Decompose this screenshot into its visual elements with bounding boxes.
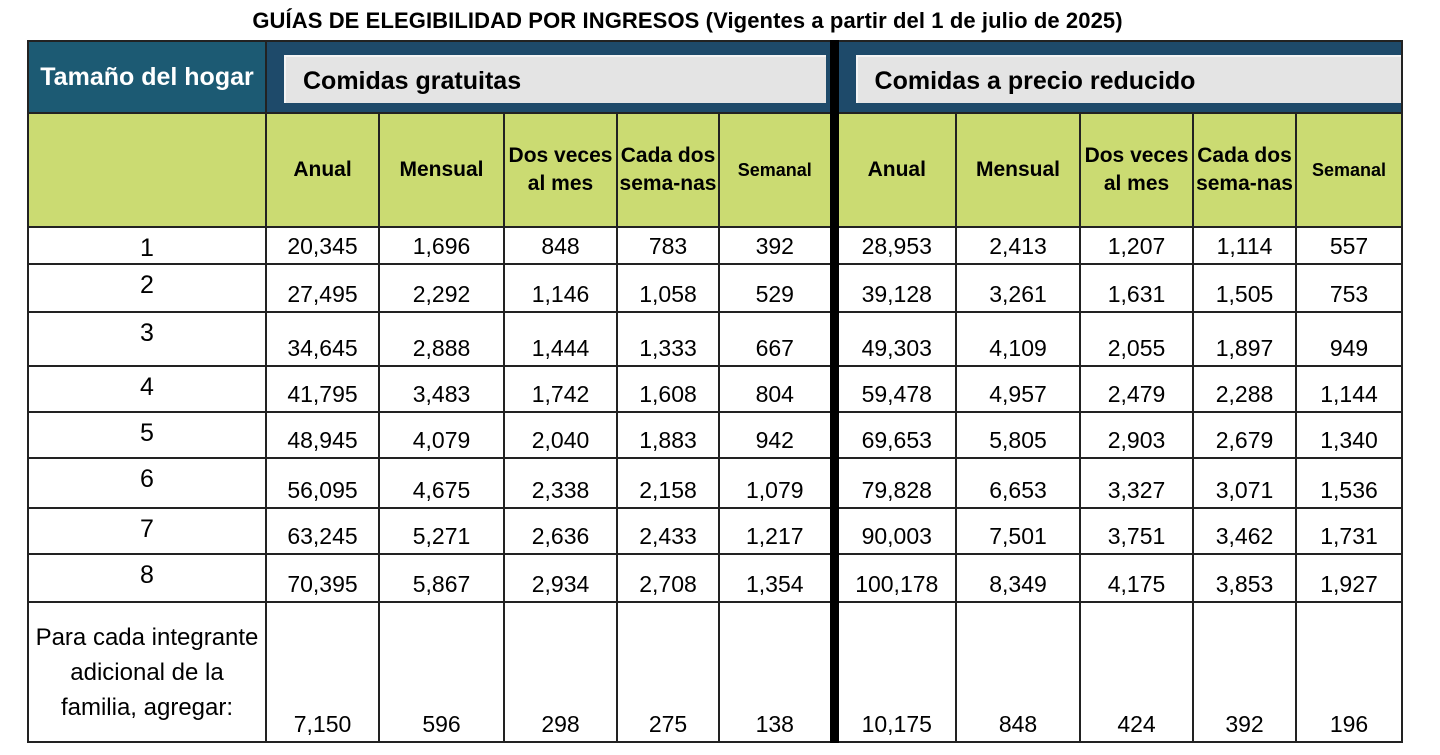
free-annual-cell: 63,245 [266,508,379,554]
eligibility-table [27,40,1403,743]
free-biweekly-cell: 783 [617,227,719,264]
free-twice-monthly-cell: 1,444 [504,312,617,366]
free-weekly-cell: 1,079 [719,458,834,508]
col-free-weekly: Semanal [719,113,834,227]
reduced-biweekly-cell: 1,897 [1193,312,1296,366]
household-size-cell: 8 [28,554,266,602]
reduced-twice-monthly-cell: 2,055 [1080,312,1193,366]
free-monthly-cell: 4,079 [379,412,504,458]
reduced-meals-label: Comidas a precio reducido [856,55,1402,103]
reduced-weekly-cell: 1,731 [1296,508,1402,554]
free-weekly-cell: 529 [719,264,834,312]
table-row [28,554,1402,602]
free-monthly-cell: 4,675 [379,458,504,508]
free-twice-monthly-cell: 1,146 [504,264,617,312]
reduced-weekly-cell: 753 [1296,264,1402,312]
free-weekly-cell: 804 [719,366,834,412]
reduced-twice-monthly-cell: 3,327 [1080,458,1193,508]
reduced-meals-header [834,41,1402,113]
table-row [28,227,1402,264]
reduced-annual-cell: 39,128 [834,264,956,312]
table-row [28,508,1402,554]
free-twice-monthly-cell: 2,934 [504,554,617,602]
reduced-twice-monthly-cell: 3,751 [1080,508,1193,554]
household-size-cell: 7 [28,508,266,554]
additional-reduced-annual-cell: 10,175 [834,602,956,742]
free-biweekly-cell: 1,883 [617,412,719,458]
header-row-periods [28,113,1402,227]
free-biweekly-cell: 2,158 [617,458,719,508]
free-weekly-cell: 667 [719,312,834,366]
reduced-monthly-cell: 4,957 [956,366,1080,412]
free-annual-cell: 41,795 [266,366,379,412]
reduced-biweekly-cell: 3,853 [1193,554,1296,602]
col-free-monthly: Mensual [379,113,504,227]
col-reduced-twice-monthly: Dos veces al mes [1080,113,1193,227]
free-meals-label: Comidas gratuitas [284,55,826,103]
reduced-annual-cell: 69,653 [834,412,956,458]
free-weekly-cell: 392 [719,227,834,264]
additional-reduced-monthly-cell: 848 [956,602,1080,742]
free-monthly-cell: 5,867 [379,554,504,602]
reduced-weekly-cell: 1,340 [1296,412,1402,458]
additional-free-monthly-cell: 596 [379,602,504,742]
free-monthly-cell: 2,292 [379,264,504,312]
col-free-twice-monthly: Dos veces al mes [504,113,617,227]
free-biweekly-cell: 1,608 [617,366,719,412]
reduced-biweekly-cell: 2,288 [1193,366,1296,412]
free-annual-cell: 34,645 [266,312,379,366]
reduced-monthly-cell: 3,261 [956,264,1080,312]
reduced-twice-monthly-cell: 1,207 [1080,227,1193,264]
col-reduced-biweekly: Cada dos sema-nas [1193,113,1296,227]
free-biweekly-cell: 2,433 [617,508,719,554]
table-row [28,366,1402,412]
reduced-biweekly-cell: 3,462 [1193,508,1296,554]
additional-reduced-biweekly-cell: 392 [1193,602,1296,742]
free-weekly-cell: 1,354 [719,554,834,602]
reduced-weekly-cell: 1,927 [1296,554,1402,602]
header-row-groups [28,41,1402,113]
free-twice-monthly-cell: 1,742 [504,366,617,412]
additional-free-biweekly-cell: 275 [617,602,719,742]
household-size-cell: 1 [28,227,266,264]
additional-free-annual-cell: 7,150 [266,602,379,742]
household-size-cell: 3 [28,312,266,366]
reduced-monthly-cell: 6,653 [956,458,1080,508]
free-monthly-cell: 1,696 [379,227,504,264]
reduced-annual-cell: 59,478 [834,366,956,412]
additional-member-label: Para cada integrante adicional de la familia, agregar: [28,602,266,742]
household-size-cell: 5 [28,412,266,458]
reduced-annual-cell: 49,303 [834,312,956,366]
document-title: GUÍAS DE ELEGIBILIDAD POR INGRESOS (Vigentes a partir del 1 de julio de 2025) [252,8,1123,33]
reduced-weekly-cell: 1,144 [1296,366,1402,412]
reduced-biweekly-cell: 3,071 [1193,458,1296,508]
reduced-biweekly-cell: 2,679 [1193,412,1296,458]
table-row [28,312,1402,366]
household-size-subheader [28,113,266,227]
household-size-cell: 4 [28,366,266,412]
reduced-monthly-cell: 8,349 [956,554,1080,602]
reduced-biweekly-cell: 1,505 [1193,264,1296,312]
reduced-monthly-cell: 7,501 [956,508,1080,554]
col-reduced-weekly: Semanal [1296,113,1402,227]
reduced-annual-cell: 79,828 [834,458,956,508]
reduced-biweekly-cell: 1,114 [1193,227,1296,264]
free-weekly-cell: 1,217 [719,508,834,554]
reduced-monthly-cell: 2,413 [956,227,1080,264]
free-weekly-cell: 942 [719,412,834,458]
free-annual-cell: 27,495 [266,264,379,312]
col-free-biweekly: Cada dos sema-nas [617,113,719,227]
free-monthly-cell: 5,271 [379,508,504,554]
additional-free-twice-monthly-cell: 298 [504,602,617,742]
reduced-annual-cell: 90,003 [834,508,956,554]
free-annual-cell: 70,395 [266,554,379,602]
free-twice-monthly-cell: 848 [504,227,617,264]
free-twice-monthly-cell: 2,338 [504,458,617,508]
free-biweekly-cell: 1,058 [617,264,719,312]
reduced-monthly-cell: 4,109 [956,312,1080,366]
reduced-annual-cell: 100,178 [834,554,956,602]
reduced-weekly-cell: 557 [1296,227,1402,264]
table-row-additional [28,602,1402,742]
free-biweekly-cell: 2,708 [617,554,719,602]
free-biweekly-cell: 1,333 [617,312,719,366]
table-row [28,458,1402,508]
table-row [28,264,1402,312]
free-twice-monthly-cell: 2,636 [504,508,617,554]
col-free-annual: Anual [266,113,379,227]
free-annual-cell: 48,945 [266,412,379,458]
reduced-weekly-cell: 1,536 [1296,458,1402,508]
reduced-monthly-cell: 5,805 [956,412,1080,458]
free-monthly-cell: 2,888 [379,312,504,366]
table-row [28,412,1402,458]
reduced-twice-monthly-cell: 2,903 [1080,412,1193,458]
household-size-header: Tamaño del hogar [28,41,266,113]
reduced-annual-cell: 28,953 [834,227,956,264]
household-size-cell: 6 [28,458,266,508]
reduced-twice-monthly-cell: 2,479 [1080,366,1193,412]
reduced-twice-monthly-cell: 1,631 [1080,264,1193,312]
col-reduced-annual: Anual [834,113,956,227]
free-meals-header [266,41,834,113]
additional-reduced-weekly-cell: 196 [1296,602,1402,742]
additional-free-weekly-cell: 138 [719,602,834,742]
reduced-twice-monthly-cell: 4,175 [1080,554,1193,602]
household-size-cell: 2 [28,264,266,312]
col-reduced-monthly: Mensual [956,113,1080,227]
table-body [28,227,1402,742]
additional-reduced-twice-monthly-cell: 424 [1080,602,1193,742]
reduced-weekly-cell: 949 [1296,312,1402,366]
free-monthly-cell: 3,483 [379,366,504,412]
free-annual-cell: 20,345 [266,227,379,264]
free-twice-monthly-cell: 2,040 [504,412,617,458]
free-annual-cell: 56,095 [266,458,379,508]
